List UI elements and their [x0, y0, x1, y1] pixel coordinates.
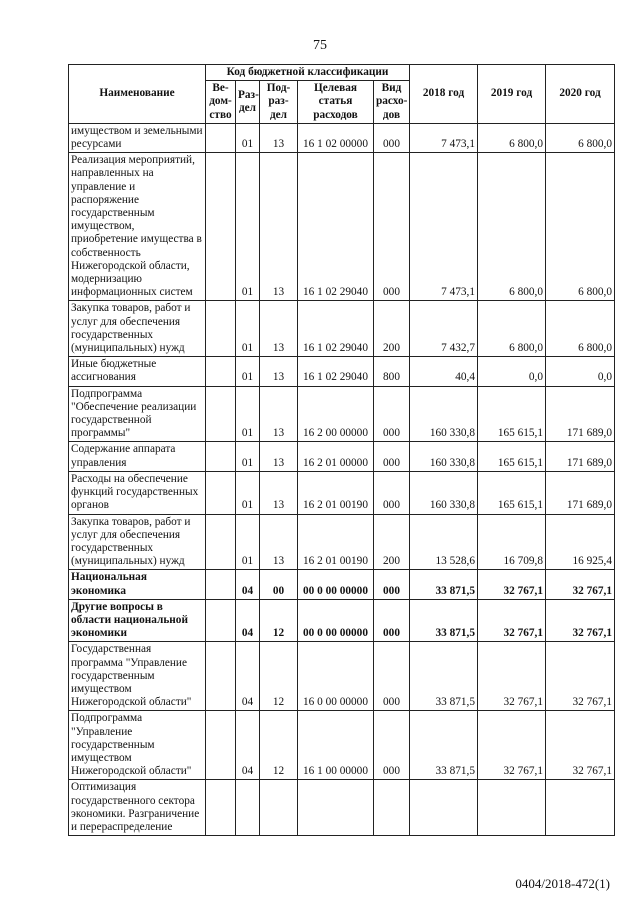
cell-y2020: 6 800,0	[546, 123, 615, 152]
cell-vid: 800	[374, 357, 410, 386]
cell-y2018: 7 473,1	[410, 123, 478, 152]
cell-name: Закупка товаров, работ и услуг для обеспечения государственных (муниципальных) нужд	[69, 301, 206, 357]
cell-vid: 000	[374, 153, 410, 301]
cell-y2020: 6 800,0	[546, 153, 615, 301]
cell-podrazdel: 13	[260, 357, 298, 386]
cell-y2020: 6 800,0	[546, 301, 615, 357]
cell-ved	[206, 123, 236, 152]
table-row	[69, 471, 615, 514]
cell-y2019: 32 767,1	[478, 599, 546, 642]
header-2018: 2018 год	[410, 65, 478, 124]
cell-celevaya: 16 1 02 29040	[298, 357, 374, 386]
cell-y2018: 160 330,8	[410, 442, 478, 471]
cell-y2019	[478, 780, 546, 836]
cell-y2018: 7 473,1	[410, 153, 478, 301]
cell-vid	[374, 780, 410, 836]
cell-podrazdel: 12	[260, 599, 298, 642]
cell-celevaya: 16 1 00 00000	[298, 711, 374, 780]
cell-name: Закупка товаров, работ и услуг для обеспечения государственных (муниципальных) нужд	[69, 514, 206, 570]
cell-y2019: 6 800,0	[478, 123, 546, 152]
cell-vid: 000	[374, 570, 410, 599]
table-row	[69, 514, 615, 570]
table-row	[69, 780, 615, 836]
cell-y2020	[546, 780, 615, 836]
cell-vid: 000	[374, 599, 410, 642]
cell-name: Оптимизация государственного сектора экономики. Разграничение и перераспределение	[69, 780, 206, 836]
header-vedomstvo: Ве- дом- ство	[206, 81, 236, 124]
table-row	[69, 357, 615, 386]
cell-y2020: 32 767,1	[546, 711, 615, 780]
cell-ved	[206, 642, 236, 711]
cell-razdel: 04	[236, 570, 260, 599]
cell-y2019: 165 615,1	[478, 386, 546, 442]
cell-ved	[206, 711, 236, 780]
cell-celevaya: 16 2 01 00000	[298, 442, 374, 471]
cell-ved	[206, 357, 236, 386]
cell-name: Другие вопросы в области национальной экономики	[69, 599, 206, 642]
cell-y2019: 32 767,1	[478, 570, 546, 599]
table-row	[69, 301, 615, 357]
cell-podrazdel: 13	[260, 442, 298, 471]
cell-y2018: 33 871,5	[410, 711, 478, 780]
cell-podrazdel	[260, 780, 298, 836]
cell-celevaya	[298, 780, 374, 836]
header-2019: 2019 год	[478, 65, 546, 124]
cell-y2019: 32 767,1	[478, 711, 546, 780]
cell-razdel: 01	[236, 301, 260, 357]
cell-vid: 000	[374, 642, 410, 711]
cell-celevaya: 00 0 00 00000	[298, 570, 374, 599]
header-classification-group: Код бюджетной классификации	[206, 65, 410, 81]
cell-celevaya: 00 0 00 00000	[298, 599, 374, 642]
cell-name: Подпрограмма "Обеспечение реализации государственной программы"	[69, 386, 206, 442]
cell-name: Расходы на обеспечение функций государственных органов	[69, 471, 206, 514]
cell-celevaya: 16 0 00 00000	[298, 642, 374, 711]
cell-ved	[206, 570, 236, 599]
cell-razdel: 01	[236, 386, 260, 442]
cell-celevaya: 16 2 01 00190	[298, 514, 374, 570]
cell-name: Иные бюджетные ассигнования	[69, 357, 206, 386]
cell-name: Реализация мероприятий, направленных на управление и распоряжение государственным имуществом, приобретение имущества в собственность Нижегородской области, модернизацию информационных систем	[69, 153, 206, 301]
cell-razdel: 01	[236, 442, 260, 471]
cell-y2018: 160 330,8	[410, 471, 478, 514]
cell-ved	[206, 386, 236, 442]
header-razdel: Раз- дел	[236, 81, 260, 124]
cell-vid: 000	[374, 123, 410, 152]
cell-vid: 200	[374, 301, 410, 357]
cell-y2019: 0,0	[478, 357, 546, 386]
cell-celevaya: 16 2 00 00000	[298, 386, 374, 442]
cell-podrazdel: 13	[260, 153, 298, 301]
cell-ved	[206, 780, 236, 836]
cell-ved	[206, 514, 236, 570]
cell-razdel: 01	[236, 514, 260, 570]
cell-podrazdel: 12	[260, 711, 298, 780]
cell-celevaya: 16 1 02 29040	[298, 153, 374, 301]
cell-ved	[206, 442, 236, 471]
header-2020: 2020 год	[546, 65, 615, 124]
table-row	[69, 570, 615, 599]
cell-y2018: 33 871,5	[410, 570, 478, 599]
cell-y2020: 171 689,0	[546, 386, 615, 442]
cell-razdel	[236, 780, 260, 836]
cell-vid: 000	[374, 442, 410, 471]
cell-vid: 000	[374, 386, 410, 442]
cell-razdel: 04	[236, 711, 260, 780]
cell-podrazdel: 13	[260, 471, 298, 514]
cell-vid: 000	[374, 471, 410, 514]
cell-y2019: 165 615,1	[478, 471, 546, 514]
cell-podrazdel: 13	[260, 386, 298, 442]
header-row-1	[69, 65, 615, 81]
cell-razdel: 04	[236, 599, 260, 642]
cell-ved	[206, 153, 236, 301]
cell-razdel: 04	[236, 642, 260, 711]
cell-y2019: 6 800,0	[478, 301, 546, 357]
budget-table	[68, 64, 615, 836]
cell-y2018: 160 330,8	[410, 386, 478, 442]
table-row	[69, 711, 615, 780]
header-vid: Вид расхо- дов	[374, 81, 410, 124]
header-podrazdel: Под- раз- дел	[260, 81, 298, 124]
cell-y2019: 16 709,8	[478, 514, 546, 570]
table-row	[69, 442, 615, 471]
cell-podrazdel: 13	[260, 514, 298, 570]
cell-ved	[206, 301, 236, 357]
cell-y2020: 16 925,4	[546, 514, 615, 570]
cell-name: имуществом и земельными ресурсами	[69, 123, 206, 152]
cell-podrazdel: 12	[260, 642, 298, 711]
cell-y2018	[410, 780, 478, 836]
table-body	[69, 123, 615, 835]
cell-vid: 000	[374, 711, 410, 780]
cell-y2020: 32 767,1	[546, 599, 615, 642]
table-row	[69, 386, 615, 442]
document-code: 0404/2018-472(1)	[515, 876, 610, 891]
cell-name: Государственная программа "Управление государственным имуществом Нижегородской области"	[69, 642, 206, 711]
cell-name: Содержание аппарата управления	[69, 442, 206, 471]
cell-y2020: 0,0	[546, 357, 615, 386]
cell-y2018: 40,4	[410, 357, 478, 386]
cell-podrazdel: 00	[260, 570, 298, 599]
cell-razdel: 01	[236, 357, 260, 386]
cell-y2020: 32 767,1	[546, 570, 615, 599]
cell-y2018: 7 432,7	[410, 301, 478, 357]
cell-y2020: 32 767,1	[546, 642, 615, 711]
cell-razdel: 01	[236, 123, 260, 152]
cell-y2018: 33 871,5	[410, 599, 478, 642]
cell-y2019: 32 767,1	[478, 642, 546, 711]
cell-celevaya: 16 1 02 29040	[298, 301, 374, 357]
cell-y2020: 171 689,0	[546, 442, 615, 471]
cell-y2018: 13 528,6	[410, 514, 478, 570]
cell-razdel: 01	[236, 471, 260, 514]
cell-razdel: 01	[236, 153, 260, 301]
cell-vid: 200	[374, 514, 410, 570]
table-row	[69, 599, 615, 642]
cell-y2019: 6 800,0	[478, 153, 546, 301]
cell-celevaya: 16 1 02 00000	[298, 123, 374, 152]
cell-ved	[206, 471, 236, 514]
cell-name: Национальная экономика	[69, 570, 206, 599]
table-row	[69, 153, 615, 301]
cell-podrazdel: 13	[260, 123, 298, 152]
header-celevaya: Целевая статья расходов	[298, 81, 374, 124]
table-row	[69, 642, 615, 711]
cell-y2018: 33 871,5	[410, 642, 478, 711]
cell-y2020: 171 689,0	[546, 471, 615, 514]
cell-y2019: 165 615,1	[478, 442, 546, 471]
table-row	[69, 123, 615, 152]
page-number: 75	[313, 38, 327, 53]
cell-ved	[206, 599, 236, 642]
cell-podrazdel: 13	[260, 301, 298, 357]
cell-name: Подпрограмма "Управление государственным имуществом Нижегородской области"	[69, 711, 206, 780]
cell-celevaya: 16 2 01 00190	[298, 471, 374, 514]
header-name: Наименование	[69, 65, 206, 124]
